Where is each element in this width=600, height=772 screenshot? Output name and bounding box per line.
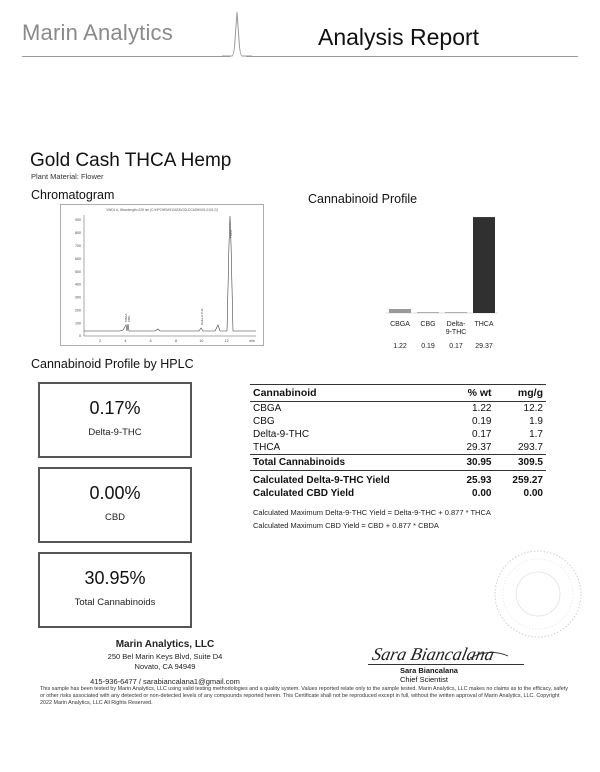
cannabinoid-results-table	[250, 384, 546, 500]
table-row	[250, 441, 546, 455]
chromatogram-y-tick: 700	[75, 243, 81, 248]
row-cannabinoid: Delta-9-THC	[253, 429, 310, 440]
result-caption-cbd: CBD	[104, 512, 126, 523]
chromatogram-y-tick: 400	[75, 282, 81, 287]
signer-block	[400, 666, 458, 684]
chromatogram-x-tick: 4	[124, 339, 127, 343]
signature-rule	[368, 664, 524, 665]
result-caption-total: Total Cannabinoids	[74, 597, 156, 608]
profile-value-label: 0.17	[449, 343, 463, 350]
formula-delta9: Calculated Maximum Delta-9-THC Yield = Delta-9-THC + 0.877 * THCA	[253, 508, 491, 517]
chromatogram-peak-label-d9thc: Delta-9-THC	[200, 308, 204, 325]
row-cannabinoid: THCA	[253, 442, 281, 453]
profile-value-label: 0.19	[421, 343, 435, 350]
row-percent-wt: 0.17	[472, 429, 492, 440]
embossed-seal-icon	[492, 548, 584, 640]
chromatogram-x-tick: 10	[199, 339, 204, 343]
chromatogram-peak-logo-icon	[222, 10, 252, 58]
profile-bar-thca	[473, 217, 495, 313]
lab-brand-name: Marin Analytics	[22, 20, 173, 45]
plant-material: Plant Material: Flower	[31, 172, 104, 181]
row-percent-wt: 29.37	[466, 442, 492, 453]
calc-mg-per-g: 0.00	[523, 488, 543, 499]
disclaimer-text: This sample has been tested by Marin Analytics, LLC using valid testing methodologies and a quality system. Values reported relate only to the sample tested. Marin Analytics, LLC makes no claims as to the efficacy, safety or other risks associated with any detected or non-detected levels of any compounds reported herein. This Certificate shall not be reproduced except in full, without the written approval of Marin Analytics, LLC. Copyright 2022 Marin Analytics, LLC All Rights Reserved.	[40, 686, 568, 706]
hplc-profile-label: Cannabinoid Profile by HPLC	[31, 357, 194, 371]
chromatogram-y-tick: 0	[79, 334, 81, 339]
chromatogram-peak-label-cbga: CBGA	[124, 313, 128, 322]
result-value-cbd: 0.00%	[89, 483, 141, 503]
chromatogram-header-text: VWD1 A, Wavelength=228 nm (C:\HPCHEM\1\DATA\GOLDCASH\001-0101.D)	[106, 208, 218, 212]
row-percent-wt: 1.22	[472, 403, 492, 414]
result-caption-delta9: Delta-9-THC	[88, 427, 142, 438]
profile-value-label: 29.37	[475, 343, 493, 350]
table-header-row	[250, 385, 546, 402]
profile-category-label: 9-THC	[445, 329, 467, 336]
chromatogram-y-tick: 800	[75, 231, 81, 236]
chromatogram-peak-label-cbg: CBG	[127, 315, 131, 322]
formula-cbd: Calculated Maximum CBD Yield = CBD + 0.877 * CBDA	[253, 521, 439, 530]
column-header-percent-wt: % wt	[451, 385, 495, 402]
report-title: Analysis Report	[318, 24, 480, 50]
product-name: Gold Cash THCA Hemp	[30, 150, 232, 171]
total-cannabinoids-row	[250, 455, 546, 471]
chromatogram-peak-label-thca: THCA	[229, 229, 233, 238]
row-mg-per-g: 12.2	[523, 403, 543, 414]
chromatogram-x-tick: 12	[224, 339, 229, 343]
profile-bar-cbga	[389, 309, 411, 313]
total-mg-per-g: 309.5	[494, 455, 546, 471]
table-row	[250, 402, 546, 416]
chromatogram-y-tick: 200	[75, 308, 81, 313]
profile-category-label: CBGA	[390, 321, 410, 328]
profile-category-label: CBG	[420, 321, 436, 328]
calc-mg-per-g: 259.27	[512, 475, 543, 486]
calc-label: Calculated CBD Yield	[253, 488, 355, 499]
header-rule-right	[246, 56, 578, 57]
column-header-mg-per-g: mg/g	[494, 385, 546, 402]
result-value-total: 30.95%	[84, 568, 146, 588]
calculated-delta9-yield-row	[250, 471, 546, 488]
table-row	[250, 428, 546, 441]
result-box-delta9	[38, 382, 192, 458]
row-cannabinoid: CBG	[253, 416, 275, 427]
chromatogram-x-tick: 8	[175, 339, 177, 343]
header-rule-left	[22, 56, 230, 57]
result-box-total	[38, 552, 192, 628]
chromatogram-y-tick: 900	[75, 218, 81, 223]
profile-category-label: THCA	[474, 321, 494, 328]
lab-name: Marin Analytics, LLC	[115, 639, 215, 650]
calc-percent-wt: 25.93	[466, 475, 492, 486]
chromatogram-y-tick: 500	[75, 269, 81, 274]
profile-category-label: Delta-	[446, 321, 466, 328]
profile-bar-delta-9-thc	[445, 312, 467, 313]
chromatogram-x-tick: min	[249, 339, 255, 343]
row-mg-per-g: 293.7	[517, 442, 543, 453]
calculated-cbd-yield-row	[250, 487, 546, 500]
lab-contact: 415-936-6477 / sarabiancalana1@gmail.com	[90, 677, 240, 686]
column-header-cannabinoid: Cannabinoid	[250, 385, 451, 402]
row-cannabinoid: CBGA	[253, 403, 282, 414]
calc-label: Calculated Delta-9-THC Yield	[253, 475, 390, 486]
cannabinoid-profile-label: Cannabinoid Profile	[308, 192, 418, 206]
chromatogram-x-tick: 2	[99, 339, 101, 343]
cannabinoid-profile-chart	[386, 213, 498, 353]
total-percent-wt: 30.95	[451, 455, 495, 471]
signer-name: Sara Biancalana	[400, 666, 458, 675]
row-mg-per-g: 1.9	[529, 416, 543, 427]
profile-bar-cbg	[417, 312, 439, 313]
profile-value-label: 1.22	[393, 343, 407, 350]
chromatogram-x-tick: 6	[149, 339, 152, 343]
chromatogram-y-tick: 300	[75, 295, 81, 300]
lab-address-line2: Novato, CA 94949	[134, 662, 196, 671]
result-box-cbd	[38, 467, 192, 543]
row-mg-per-g: 1.7	[529, 429, 543, 440]
calc-percent-wt: 0.00	[472, 488, 492, 499]
result-value-delta9: 0.17%	[89, 398, 141, 418]
signature-text: Sara Biancalana	[370, 644, 497, 664]
total-label: Total Cannabinoids	[250, 455, 451, 471]
lab-info	[90, 640, 240, 687]
table-row	[250, 415, 546, 428]
chromatogram-y-tick: 100	[75, 321, 81, 326]
signer-title: Chief Scientist	[400, 675, 448, 684]
lab-address-line1: 250 Bel Marin Keys Blvd, Suite D4	[107, 652, 223, 661]
row-percent-wt: 0.19	[472, 416, 492, 427]
chromatogram-label: Chromatogram	[31, 188, 115, 202]
chromatogram-y-tick: 600	[75, 256, 81, 261]
chromatogram-plot	[60, 204, 264, 346]
